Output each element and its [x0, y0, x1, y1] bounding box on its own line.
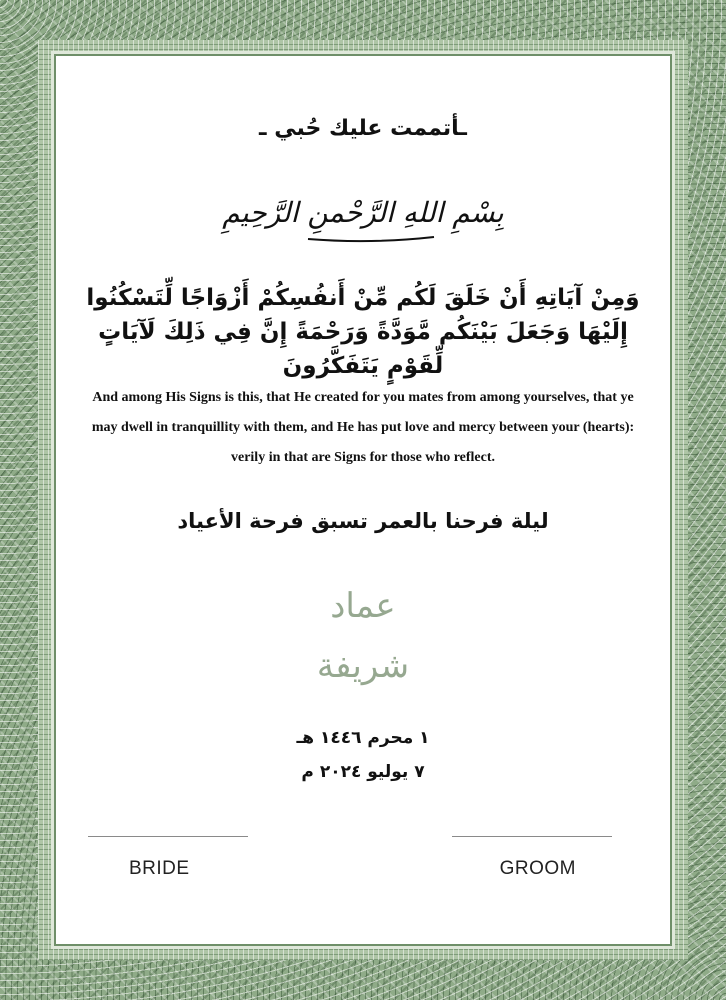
bride-signature-line [88, 836, 248, 837]
quran-verse-arabic: وَمِنْ آيَاتِهِ أَنْ خَلَقَ لَكُم مِّنْ أَنفُسِكُمْ أَزْوَاجًا لِّتَسْكُنُوا إِلَيْهَا وَجَعَلَ بَيْنَكُم مَّوَدَّةً وَرَحْمَةً إِنَّ فِي ذَلِكَ لَآيَاتٍ لِّقَوْمٍ يَتَفَكَّرُونَ [86, 285, 640, 379]
basmala-calligraphy: بِسْمِ اللهِ الرَّحْمنِ الرَّحِيمِ [222, 196, 504, 229]
bride-label: BRIDE [129, 858, 190, 879]
basmala-swash-stroke [306, 234, 436, 244]
bride-name: شريفة [316, 646, 410, 686]
wedding-saying: ليلة فرحنا بالعمر تسبق فرحة الأعياد [177, 509, 549, 533]
groom-label: GROOM [499, 858, 576, 879]
certificate-paper [56, 56, 670, 944]
groom-name: عماد [330, 586, 396, 626]
groom-signature-line [452, 836, 612, 837]
quran-verse-english: And among His Signs is this, that He created for you mates from among yourselves, that ye may dwell in tranquillity with them, and He has put love and mercy between your (hearts): verily in that are Signs for those who reflect. [91, 390, 635, 465]
gregorian-date: ٧ يوليو ٢٠٢٤ م [301, 762, 425, 782]
hijri-date: ١ محرم ١٤٤٦ هـ [296, 728, 430, 748]
certificate-title: ـأتممت عليك حُبي ـ [259, 116, 467, 141]
